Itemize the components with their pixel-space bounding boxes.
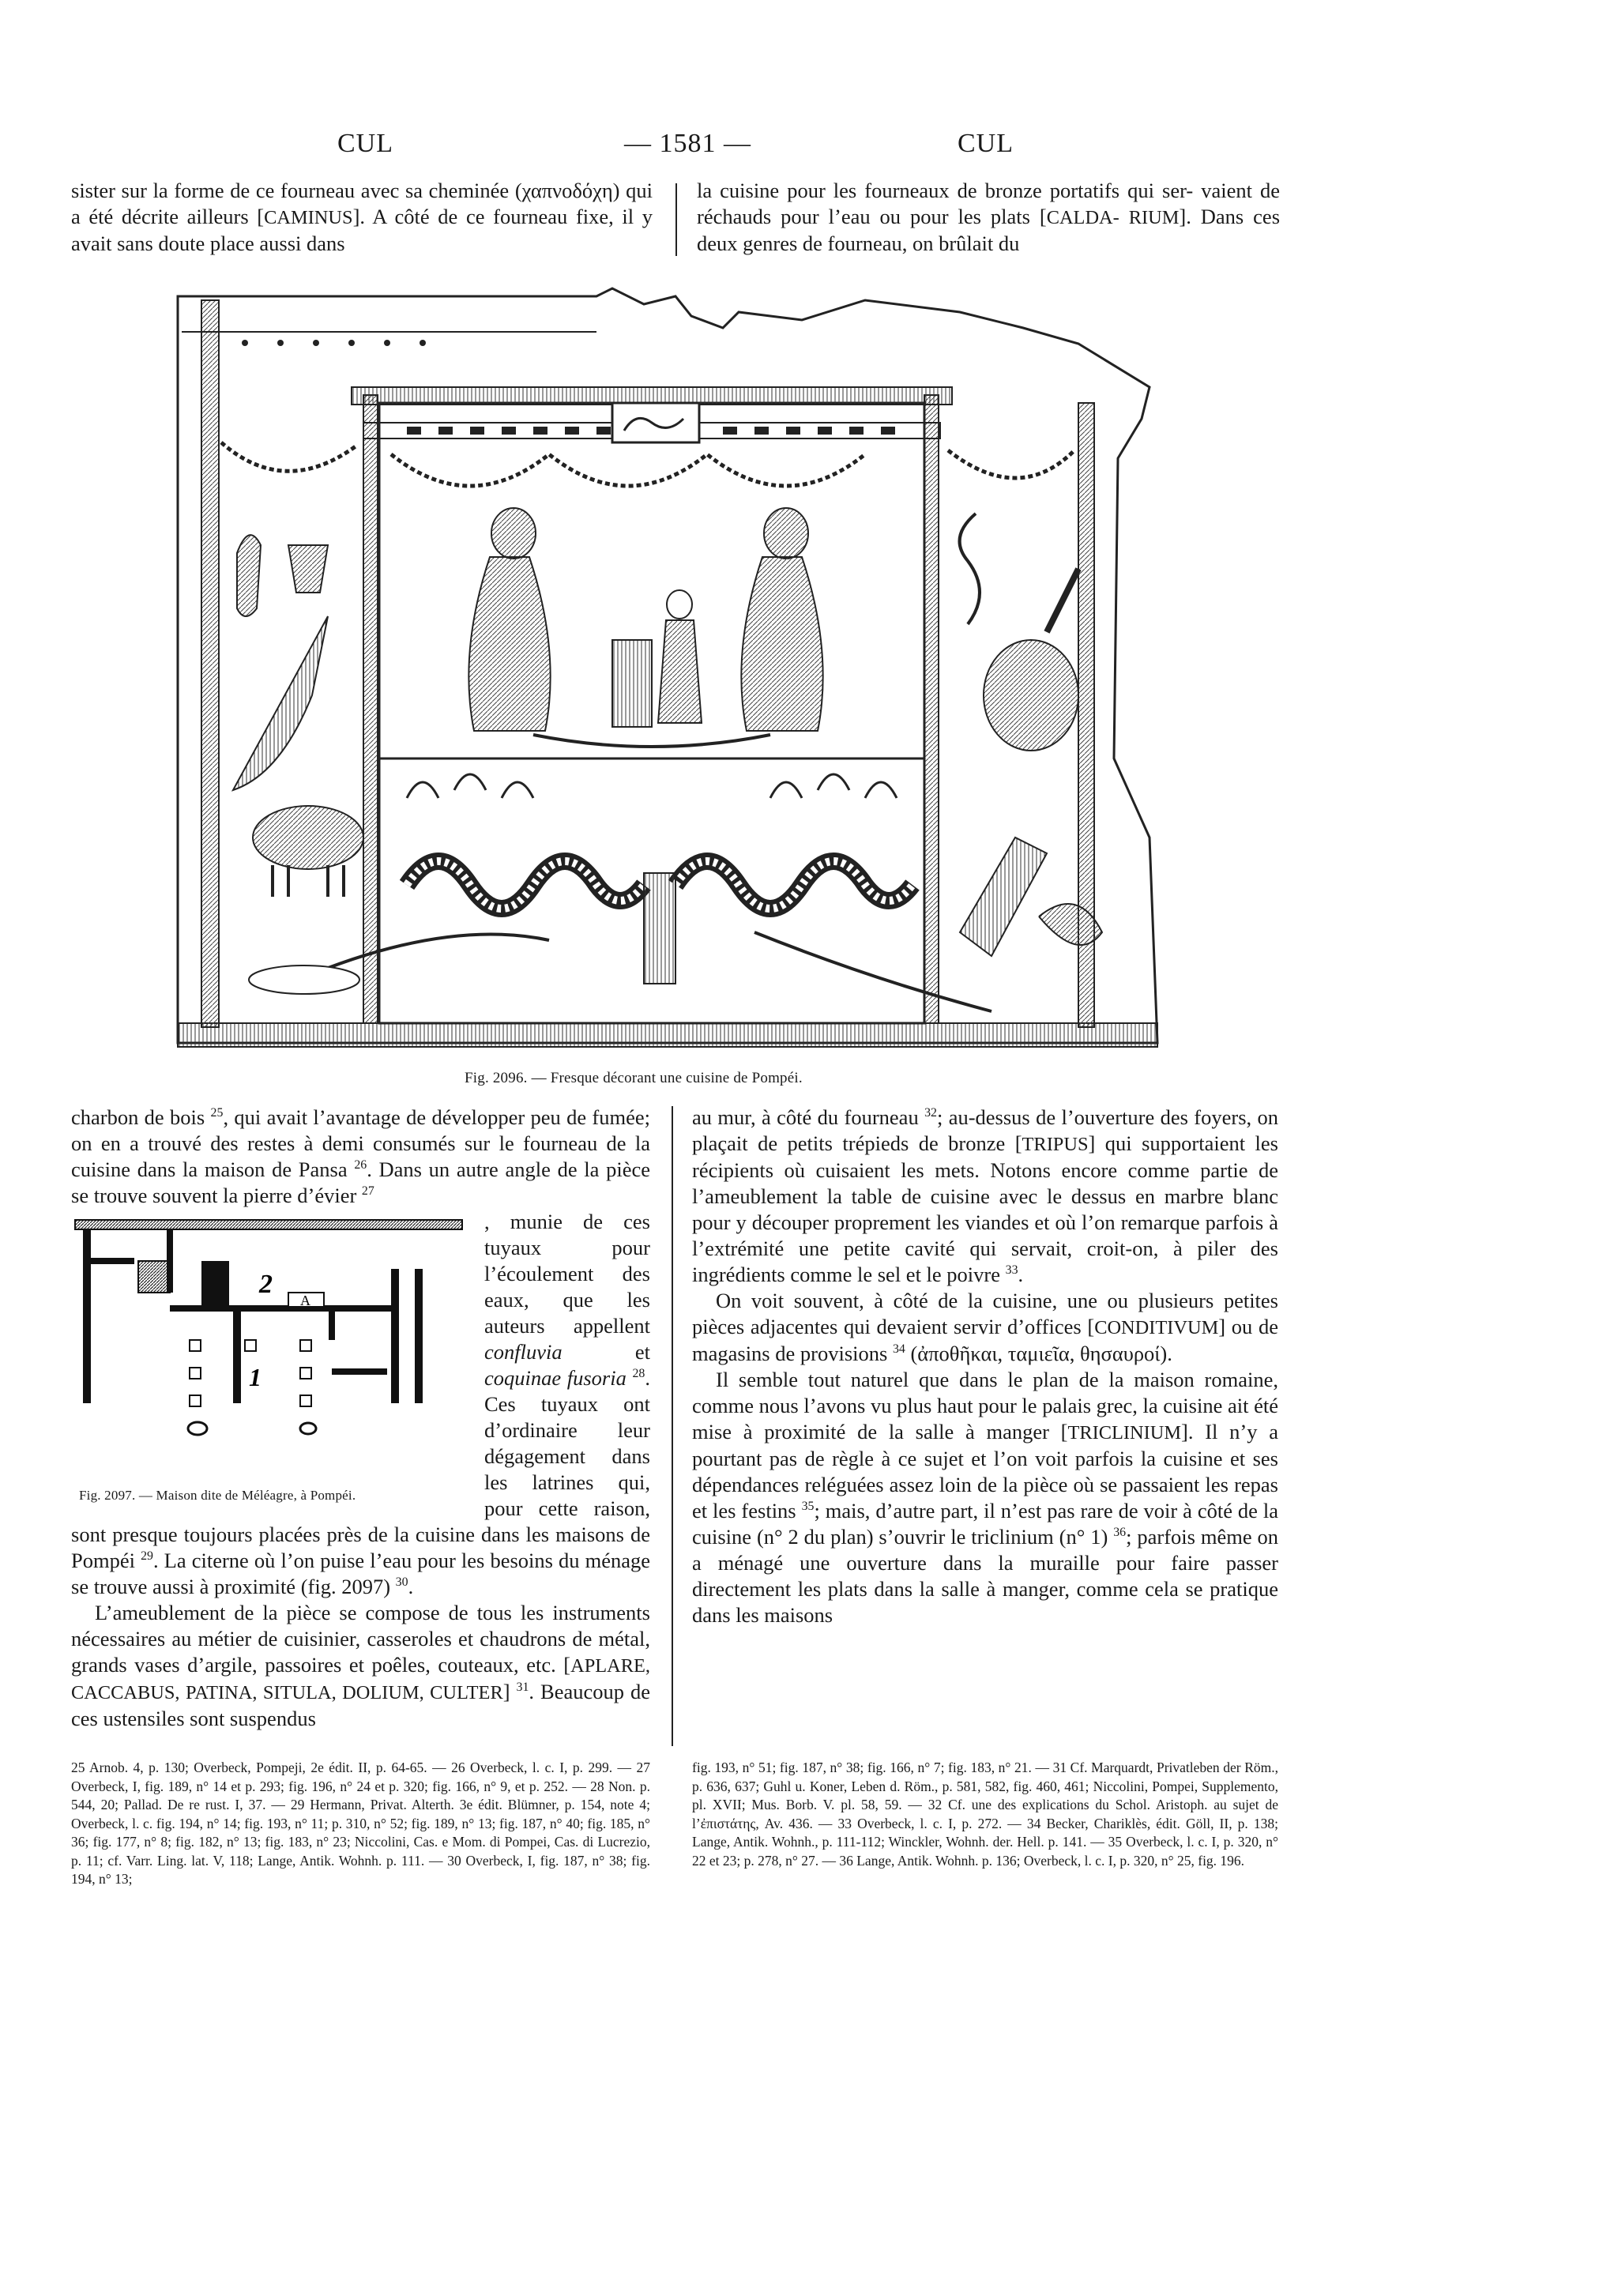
crossref-triclinium: TRICLINIUM: [1067, 1422, 1182, 1443]
term-confluvia: confluvia: [484, 1340, 563, 1364]
right-p2-c: (ἀποθῆκαι, ταμιεῖα, θησαυροί).: [910, 1342, 1172, 1365]
figure-2097-number: Fig. 2097.: [79, 1488, 136, 1503]
figure-2096-title: — Fresque décorant une cuisine de Pompéi.: [531, 1070, 803, 1086]
left-p1-f: . La citerne où l’on puise l’eau pour les besoins du ménage se trouve aussi à proximité (fig. 2097): [71, 1549, 651, 1598]
top-right-line-2: vaient de réchauds pour l’eau ou pour les plats [: [697, 179, 1280, 228]
left-p2-b: ]: [502, 1680, 510, 1703]
top-left-line-2: (χαπνοδόχη) qui a été décrite ailleurs [: [71, 179, 653, 228]
right-p1-b: ; au-dessus de l’ouverture des foyers, on plaçait de petits trépieds de bronze [: [692, 1105, 1279, 1155]
plan-label-1: 1: [249, 1363, 262, 1391]
crossref-caldarium-b: RIUM: [1128, 207, 1180, 228]
running-head-left: CUL: [337, 129, 393, 158]
crossref-conditivum: CONDITIVUM: [1094, 1317, 1219, 1338]
left-p1-d: , munie de ces tuyaux pour l’écoulement des eaux, que les auteurs appellent: [484, 1210, 650, 1338]
note-ref-35: 35: [801, 1500, 815, 1514]
figure-2096: [170, 284, 1161, 1063]
right-p1-d: .: [1018, 1263, 1024, 1286]
footnotes-left: 25 Arnob. 4, p. 130; Overbeck, Pompeji, 2e édit. II, p. 64-65. — 26 Overbeck, l. c. I, p. 299. — 27 Overbeck, I, fig. 189, n° 14 et p. 293; fig. 196, n° 24 et p. 320; fig. 166, n° 9, et p. 252. — 28 Non. p. 544, 20; Pallad. De re rust. I, 37. — 29 Hermann, Privat. Alterth. 3e édit. Blümner, p. 154, note 4; Overbeck, l. c. fig. 194, n° 14; fig. 193, n° 11; p. 310, n° 52; fig. 189, n° 13; fig. 187, n° 40; fig. 185, n° 36; fig. 177, n° 8; fig. 182, n° 13; fig. 183, n° 23; Niccolini, Cas. e Mom. di Pompei, Cas. di Lucrezio, p. 11; cf. Varr. Ling. lat. V, 118; Lange, Antik. Wohnh. p. 111. — 30 Overbeck, I, fig. 187, n° 38; fig. 194, n° 13;: [71, 1760, 650, 1887]
top-right-line-3: ]. Dans ces deux genres de fourneau, on brûlait du: [697, 205, 1281, 255]
note-ref-34: 34: [892, 1342, 905, 1357]
left-p2-c: . Beaucoup de ces ustensiles sont suspendus: [71, 1680, 650, 1730]
figure-2097-caption: [79, 1482, 356, 1508]
figure-2097-title: — Maison dite de Méléagre, à Pompéi.: [138, 1488, 356, 1503]
note-ref-28: 28: [632, 1367, 645, 1381]
right-column: [692, 1105, 1278, 1628]
running-head-right: CUL: [958, 129, 1014, 158]
top-left-line-1: sister sur la forme de ce fourneau avec sa cheminée: [71, 179, 510, 202]
right-p2-a: On voit souvent, à côté de la cuisine, une ou plusieurs petites pièces adjacentes qui devaient servir d’offices [: [692, 1289, 1278, 1338]
right-p3-a: Il semble tout naturel que dans le plan de la maison romaine, comme nous l’avons vu plus haut pour le palais grec, la cuisine ait été mise à proximité de la salle à manger [: [692, 1368, 1278, 1443]
note-ref-33: 33: [1005, 1263, 1018, 1278]
right-p1-c: ] qui supportaient les récipients où cuisaient les mets. Notons encore comme partie de l’ameublement la table de cuisine avec le dessus en marbre blanc pour y découper proprement les viandes et où l’on remarque parfois à l’extrémité une petite cavité qui servait, croit-on, à piler des ingrédients comme le sel et le poivre: [692, 1131, 1278, 1286]
left-p2-a: L’ameublement de la pièce se compose de tous les instruments nécessaires au métier de cuisinier, casseroles et chaudrons de métal, grands vases d’argile, passoires et poêles, couteaux, etc. [: [71, 1601, 650, 1677]
note-ref-26: 26: [354, 1158, 367, 1172]
crossref-tripus: TRIPUS: [1022, 1134, 1089, 1155]
figure-2096-number: Fig. 2096.: [465, 1070, 528, 1086]
page-number: — 1581 —: [624, 129, 751, 158]
note-ref-36: 36: [1113, 1526, 1127, 1540]
right-p2-b: ] ou de magasins de provisions: [692, 1315, 1278, 1365]
left-p1-a: charbon de bois: [71, 1105, 205, 1129]
note-ref-25: 25: [210, 1106, 224, 1120]
top-column-rule: [675, 183, 677, 256]
left-p1-e: . Ces tuyaux ont d’ordinaire leur dégagement dans les latrines qui, pour cette raison, sont presque toujours placées près de la cuisine dans les maisons de Pompéi: [71, 1366, 650, 1572]
left-column: [71, 1105, 650, 1732]
term-coquinae-fusoria: coquinae fusoria: [484, 1366, 627, 1390]
note-ref-32: 32: [924, 1106, 937, 1120]
note-ref-30: 30: [395, 1575, 408, 1590]
top-left-line-2b: ]. A côté de: [352, 205, 458, 228]
footnotes-right: fig. 193, n° 51; fig. 187, n° 38; fig. 166, n° 7; fig. 183, n° 21. — 31 Cf. Marquardt, Privatleben der Röm., p. 636, 637; Guhl u. Koner, Leben d. Röm., p. 581, 582, fig. 460, 461; Niccolini, Pompei, Supplemento, pl. XVII; Mus. Borb. V. pl. 58, 59. — 32 Cf. une des explications du Schol. Aristoph. au sujet de l’ἐπιστάτης, Av. 436. — 33 Overbeck, l. c. I, p. 272. — 34 Becker, Chariklès, édit. Göll, II, p. 138; Lange, Antik. Wohnh., p. 111-112; Winckler, Wohnh. der. Hell. p. 141. — 35 Overbeck, l. c. I, p. 320, n° 22 et 23; p. 278, n° 27. — 36 Lange, Antik. Wohnh. p. 136; Overbeck, l. c. I, p. 320, n° 25, fig. 196.: [692, 1760, 1278, 1869]
note-ref-31: 31: [516, 1681, 529, 1695]
column-rule: [672, 1106, 673, 1746]
crossref-caldarium-a: CALDA-: [1046, 207, 1119, 228]
right-p3-c: ; mais, d’autre part, il n’est pas rare de voir à côté de la cuisine (n° 2 du plan) s’ouvrir le triclinium (n° 1): [692, 1499, 1278, 1549]
crossref-caminus: CAMINUS: [264, 207, 353, 228]
house-plan-drawing: [71, 1214, 470, 1470]
note-ref-27: 27: [361, 1184, 374, 1199]
top-right-line-1: la cuisine pour les fourneaux de bronze portatifs qui ser-: [697, 179, 1194, 202]
top-right-column: [697, 178, 1280, 257]
right-p3-b: ]. Il n’y a pourtant pas de règle à ce sujet et l’on voit parfois la cuisine et ses dépendances reléguées assez loin de la pièce où se passaient les repas et les festins: [692, 1420, 1278, 1523]
left-p1-and: et: [634, 1340, 650, 1364]
fresco-engraving: [170, 284, 1161, 1063]
right-p3-d: ; parfois même on a ménagé une ouverture dans la muraille pour faire passer directement les plats dans la salle à manger, comme cela se pratique dans les maisons: [692, 1525, 1279, 1627]
left-p1-g: .: [408, 1575, 414, 1598]
note-ref-29: 29: [141, 1549, 153, 1564]
top-left-line-3: ce fourneau fixe, il y avait sans doute place aussi dans: [71, 205, 653, 255]
figure-2097: [71, 1214, 470, 1502]
left-p1-c: . Dans un autre angle de la pièce se trouve souvent la pierre d’évier: [71, 1157, 651, 1207]
crossref-utensils: APLARE, CACCABUS, PATINA, SITULA, DOLIUM, CULTER: [71, 1655, 650, 1703]
right-p1-a: au mur, à côté du fourneau: [692, 1105, 919, 1129]
left-p1-b: , qui avait l’avantage de développer peu de fumée; on en a trouvé des restes à demi consumés sur le fourneau de la cuisine dans la maison de Pansa: [71, 1105, 651, 1181]
plan-label-2: 2: [259, 1270, 273, 1299]
plan-label-a: A: [300, 1293, 310, 1308]
top-left-column: [71, 178, 653, 257]
figure-2096-caption: [465, 1070, 803, 1087]
